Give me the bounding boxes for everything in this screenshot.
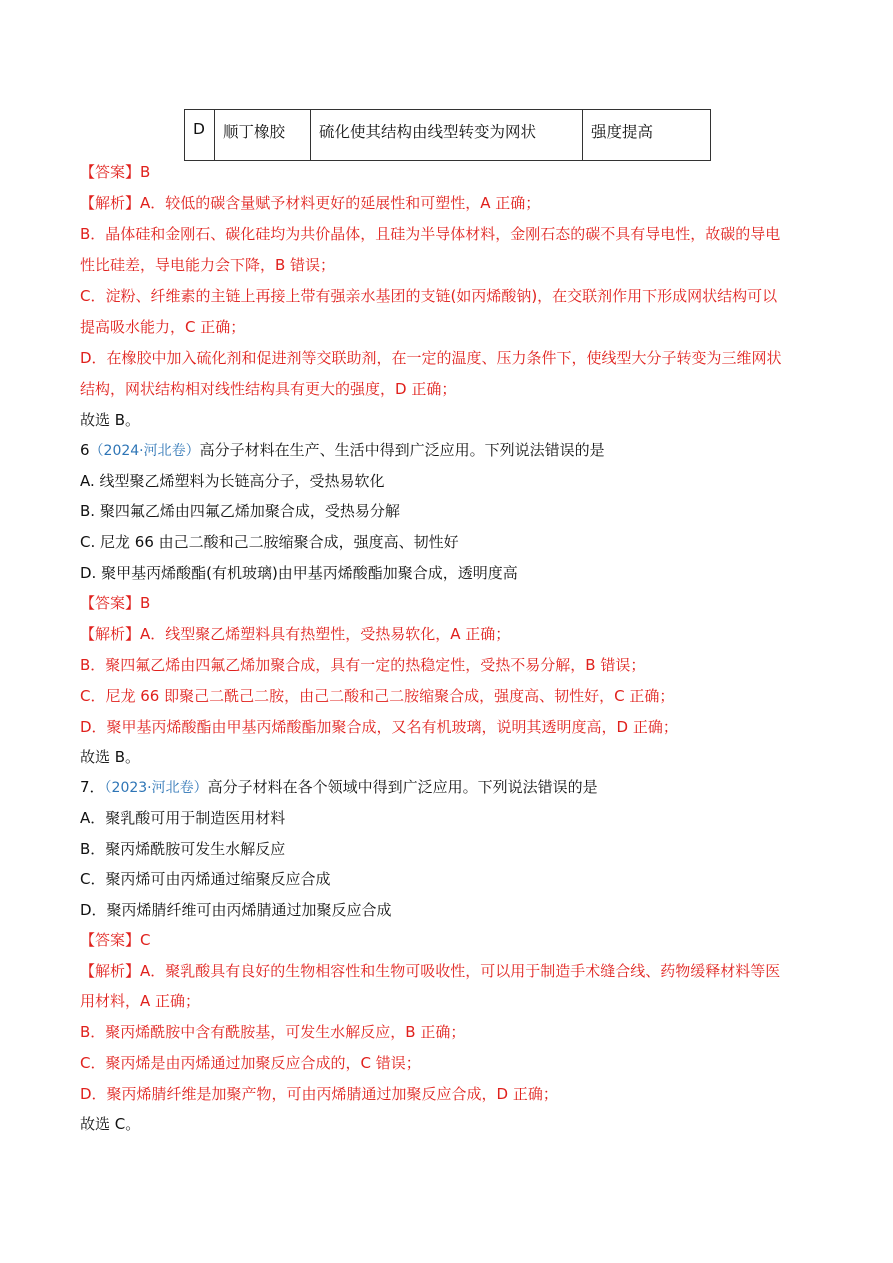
analysis-line: 【解析】A．较低的碳含量赋予材料更好的延展性和可塑性，A 正确；	[80, 194, 541, 212]
option-b: B. 聚四氟乙烯由四氟乙烯加聚合成，受热易分解	[80, 502, 400, 520]
option-d: D. 聚甲基丙烯酸酯(有机玻璃)由甲基丙烯酸酯加聚合成，透明度高	[80, 564, 518, 582]
analysis-line: D．聚丙烯腈纤维是加聚产物，可由丙烯腈通过加聚反应合成，D 正确；	[80, 1085, 558, 1103]
analysis-line: 性比硅差，导电能力会下降，B 错误；	[80, 256, 336, 274]
analysis-line: D．聚甲基丙烯酸酯由甲基丙烯酸酯加聚合成，又名有机玻璃，说明其透明度高，D 正确；	[80, 718, 678, 736]
conclusion-line: 故选 B。	[80, 748, 141, 766]
option-a: A．聚乳酸可用于制造医用材料	[80, 809, 286, 827]
question-stem	[80, 776, 820, 799]
table-cell: 顺丁橡胶	[215, 110, 311, 161]
answer-label: 【答案】B	[80, 594, 151, 612]
table-cell: D	[185, 110, 215, 161]
conclusion-line: 故选 B。	[80, 411, 141, 429]
analysis-line: B．晶体硅和金刚石、碳化硅均为共价晶体，且硅为半导体材料，金刚石态的碳不具有导电性，故碳的导电	[80, 225, 781, 243]
analysis-line: 【解析】A．线型聚乙烯塑料具有热塑性，受热易软化，A 正确；	[80, 625, 511, 643]
option-c: C. 尼龙 66 由己二酸和己二胺缩聚合成，强度高、韧性好	[80, 533, 459, 551]
table-cell: 硫化使其结构由线型转变为网状	[311, 110, 583, 161]
question-stem	[80, 439, 820, 462]
analysis-line: 【解析】A．聚乳酸具有良好的生物相容性和生物可吸收性，可以用于制造手术缝合线、药物缓释材料等医	[80, 962, 781, 980]
conclusion-line: 故选 C。	[80, 1115, 141, 1133]
option-b: B．聚丙烯酰胺可发生水解反应	[80, 840, 286, 858]
question-number: 6	[80, 441, 90, 459]
question-source: （2023·河北卷）	[104, 780, 208, 796]
analysis-line: B．聚四氟乙烯由四氟乙烯加聚合成，具有一定的热稳定性，受热不易分解，B 错误；	[80, 656, 646, 674]
question-number: 7．	[80, 778, 105, 796]
analysis-line: B．聚丙烯酰胺中含有酰胺基，可发生水解反应，B 正确；	[80, 1023, 466, 1041]
analysis-line: C．淀粉、纤维素的主链上再接上带有强亲水基团的支链(如丙烯酸钠)，在交联剂作用下形成网状结构可以	[80, 287, 778, 305]
analysis-line: C．聚丙烯是由丙烯通过加聚反应合成的，C 错误；	[80, 1054, 421, 1072]
table-cell: 强度提高	[583, 110, 711, 161]
analysis-line: 结构，网状结构相对线性结构具有更大的强度，D 正确；	[80, 380, 457, 398]
comparison-table	[184, 109, 711, 161]
question-text: 高分子材料在各个领域中得到广泛应用。下列说法错误的是	[207, 778, 598, 796]
question-text: 高分子材料在生产、生活中得到广泛应用。下列说法错误的是	[199, 441, 605, 459]
table-row	[185, 110, 711, 161]
analysis-line: 提高吸水能力，C 正确；	[80, 318, 246, 336]
option-a: A. 线型聚乙烯塑料为长链高分子，受热易软化	[80, 472, 385, 490]
analysis-line: C．尼龙 66 即聚己二酰己二胺，由己二酸和己二胺缩聚合成，强度高、韧性好，C 正确；	[80, 687, 675, 705]
answer-label: 【答案】B	[80, 163, 151, 181]
analysis-line: 用材料，A 正确；	[80, 992, 201, 1010]
option-c: C．聚丙烯可由丙烯通过缩聚反应合成	[80, 870, 331, 888]
analysis-line: D．在橡胶中加入硫化剂和促进剂等交联助剂，在一定的温度、压力条件下，使线型大分子转变为三维网状	[80, 349, 782, 367]
question-source: （2024·河北卷）	[89, 443, 200, 459]
answer-label: 【答案】C	[80, 931, 151, 949]
option-d: D．聚丙烯腈纤维可由丙烯腈通过加聚反应合成	[80, 901, 392, 919]
